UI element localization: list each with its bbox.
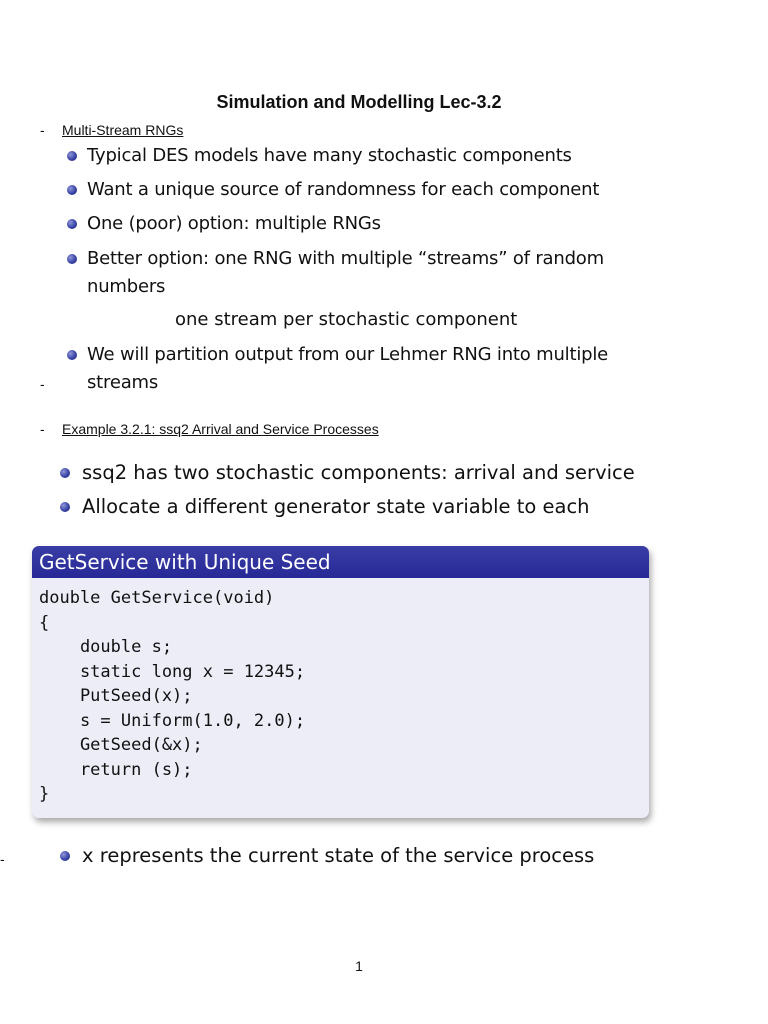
- bullet-text: x represents the current state of the service process: [82, 844, 595, 867]
- code-line: s = Uniform(1.0, 2.0);: [39, 710, 306, 731]
- bullet-text: Want a unique source of randomness for each component: [87, 179, 600, 200]
- bullet-icon: [60, 502, 70, 512]
- bullet-text: Allocate a different generator state variable to each: [82, 495, 590, 518]
- bullet-item: [67, 210, 381, 238]
- page-number: 1: [355, 958, 363, 974]
- bullet-text: We will partition output from our Lehmer RNG into multiple streams: [87, 344, 609, 393]
- code-line: GetSeed(&x);: [39, 735, 203, 755]
- code-line: return (s);: [39, 759, 193, 780]
- code-line: PutSeed(x);: [39, 686, 193, 706]
- code-line: {: [39, 612, 50, 633]
- code-block: [32, 546, 649, 818]
- bullet-icon: [60, 468, 70, 478]
- dash-marker: -: [40, 122, 45, 138]
- bullet-item: [67, 245, 604, 301]
- bullet-item: [60, 492, 590, 522]
- bullet-item: [67, 341, 608, 397]
- bullet-icon: [67, 185, 77, 195]
- code-line: }: [39, 784, 50, 804]
- bullet-icon: [67, 151, 77, 161]
- dash-marker: -: [40, 376, 45, 392]
- bullet-icon: [67, 254, 77, 264]
- bullet-item: [60, 458, 635, 488]
- code-line: double s;: [39, 637, 173, 657]
- bullet-icon: [67, 219, 77, 229]
- code-block-title: GetService with Unique Seed: [32, 546, 649, 578]
- centered-note: one stream per stochastic component: [175, 309, 518, 330]
- page-title: Simulation and Modelling Lec-3.2: [216, 92, 502, 112]
- bullet-item: [67, 176, 599, 204]
- code-line: double GetService(void): [39, 588, 275, 608]
- code-listing: [32, 578, 649, 807]
- section-heading-example: Example 3.2.1: ssq2 Arrival and Service Processes: [62, 421, 379, 437]
- bullet-item: [67, 142, 572, 170]
- bullet-item: [60, 841, 594, 871]
- dash-marker: -: [40, 421, 45, 437]
- bullet-text: Better option: one RNG with multiple “streams” of random numbers: [87, 248, 604, 297]
- bullet-text: One (poor) option: multiple RNGs: [87, 213, 381, 234]
- bullet-text: ssq2 has two stochastic components: arrival and service: [82, 461, 635, 484]
- bullet-text: Typical DES models have many stochastic components: [87, 145, 572, 166]
- bullet-icon: [60, 851, 70, 861]
- dash-marker: -: [0, 851, 5, 867]
- code-line: static long x = 12345;: [39, 661, 306, 682]
- section-heading-multistream: Multi-Stream RNGs: [62, 122, 184, 138]
- bullet-icon: [67, 350, 77, 360]
